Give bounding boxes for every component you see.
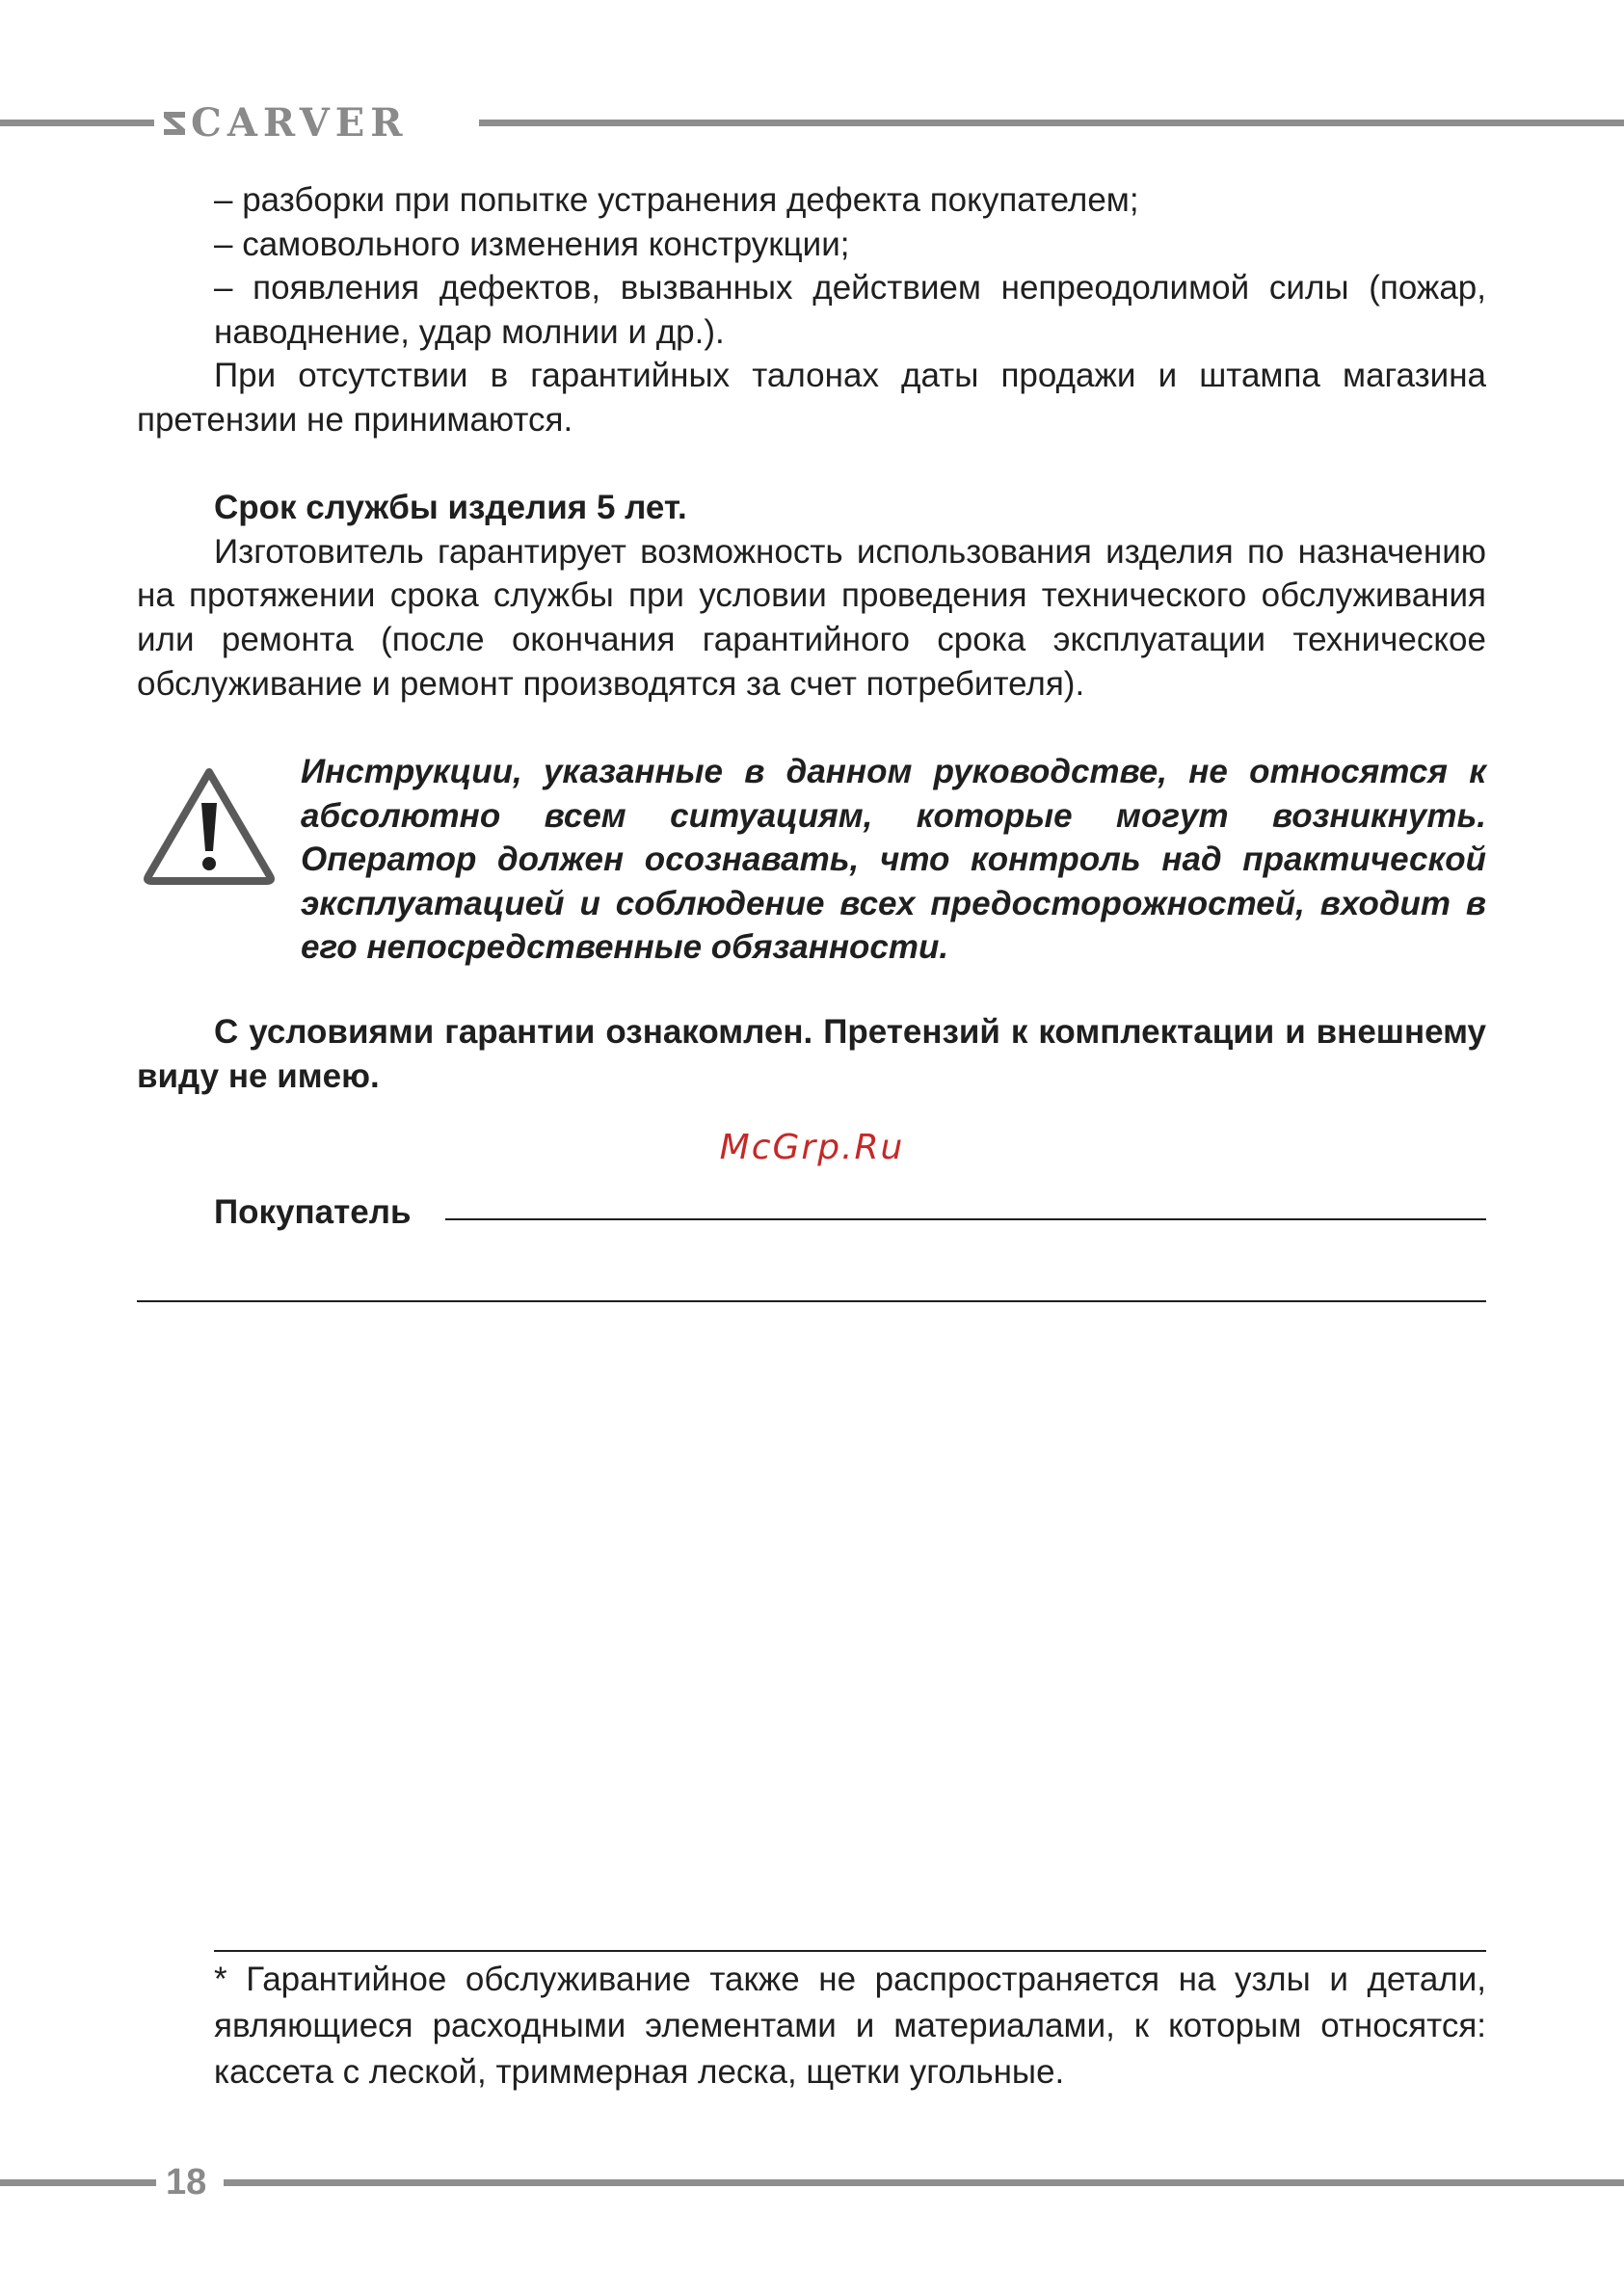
warning-triangle-icon: [141, 764, 278, 886]
watermark: McGrp.Ru: [719, 1128, 905, 1167]
exclusion-line-2: – самовольного изменения конструкции;: [214, 225, 850, 263]
buyer-signature-line[interactable]: [445, 1218, 1486, 1220]
header-rule-left: [0, 120, 154, 126]
exclusion-line-3: – появления дефектов, вызванных действием непреодолимой силы (пожар, наводнение, удар молнии и др.).: [214, 269, 1486, 351]
exclusion-line-1: – разборки при попытке устранения дефекта покупателем;: [214, 181, 1139, 219]
paragraph-manufacturer: Изготовитель гарантирует возможность использования изделия по назначению на протяжении срока службы при условии проведения технического обслуживания или ремонта (после окончания гарантийного срока эксплуатации техническое обслуживание и ремонт производятся за счет потребителя).: [137, 532, 1486, 703]
acknowledgement-text: С условиями гарантии ознакомлен. Претензий к комплектации и внешнему виду не имею.: [137, 1013, 1486, 1095]
acknowledgement-block: [137, 1010, 1486, 1098]
brand-logo: [164, 100, 409, 146]
footnote: * Гарантийное обслуживание также не распространяется на узлы и детали, являющиеся расходными элементами и материалами, к которым относятся: кассета с леской, триммерная леска, щетки угольные.: [214, 1961, 1486, 2091]
footnote-rule: [214, 1950, 1486, 1952]
body-text: [137, 178, 1486, 706]
page-number: 18: [166, 2162, 207, 2203]
buyer-label: Покупатель: [214, 1193, 412, 1231]
brand-emblem-icon: [164, 112, 185, 135]
footer-rule-right: [224, 2179, 1624, 2186]
footer-rule-left: [0, 2179, 156, 2186]
buyer-signature-line-2[interactable]: [137, 1300, 1486, 1302]
warning-text: Инструкции, указанные в данном руководстве, не относятся к абсолютно всем ситуациям, которые могут возникнуть. Оператор должен осознавать, что контроль над практической эксплуатацией и соблюдение всех предосторожностей, входит в его непосредственные обязанности.: [301, 753, 1486, 967]
header-rule-right: [479, 120, 1624, 126]
brand-name: CARVER: [191, 100, 409, 146]
paragraph-claims: При отсутствии в гарантийных талонах даты продажи и штампа магазина претензии не принимаются.: [137, 357, 1486, 439]
service-life-heading: Срок службы изделия 5 лет.: [214, 489, 687, 527]
